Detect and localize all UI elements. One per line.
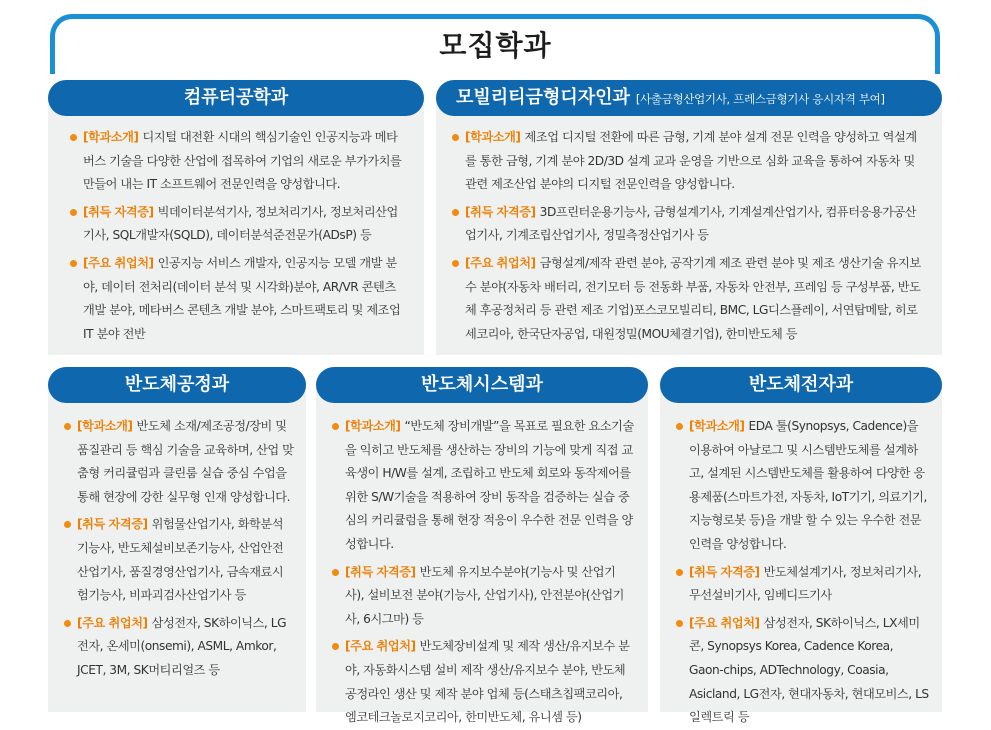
intro-label: [학과소개] [83,130,139,144]
bullet-dot-icon [70,209,77,216]
department-title-pill [660,367,942,403]
intro-label: [학과소개] [465,130,521,144]
department-title-pill [48,367,306,403]
certificates-text: 반도체설계기사, 정보처리기사, 무선설비기사, 임베디드기사 [689,564,922,603]
list-item-employers [70,252,404,346]
list-item-intro [452,126,926,197]
employers-text: 금형설계/제작 관련 분야, 공작기계 제조 관련 분야 및 제조 생산기술 유지보수 분야(자동차 배터리, 전기모터 등 전동화 부품, 자동차 안전부, 프레임 등 구성부품, 반도체 후공정처리 등 관련 제조 기업)포스코모빌리티, BMC, LG디스플레이, 서연탑메탈, 히로세코리아, 한국단자공업, 대원정밀(MOU체결기업), 한미반도체 등 [465,255,921,341]
list-item-intro [64,415,294,509]
department-card-semiconductor-process [48,374,306,712]
department-info-list [64,415,294,683]
list-item-employers [452,252,926,346]
intro-label: [학과소개] [77,419,133,433]
bullet-dot-icon [70,134,77,141]
employers-label: [주요 취업처] [77,615,148,630]
employers-text: 삼성전자, SK하이닉스, LX세미콘, Synopsys Korea, Cadence Korea, Gaon-chips, ADTechnology, Coasia, Asicland, LG전자, 현대자동차, 현대모비스, LS일렉트릭 등 [689,615,929,725]
list-item-intro [676,415,930,557]
department-title-pill [48,80,424,116]
department-name: 컴퓨터공학과 [183,87,289,108]
list-item-certificates [332,561,634,632]
employers-text: 인공지능 서비스 개발자, 인공지능 모델 개발 분야, 데이터 전처리(데이터 분석 및 시각화)분야, AR/VR 콘텐츠 개발 분야, 메타버스 콘텐츠 개발 분야, 스마트팩토리 및 제조업 IT 분야 전반 [83,255,401,341]
department-name: 모빌리티금형디자인과 [456,87,630,108]
intro-label: [학과소개] [689,419,745,433]
intro-text: 제조업 디지털 전환에 따른 금형, 기계 분야 설계 전문 인력을 양성하고 역설계를 통한 금형, 기계 분야 2D/3D 설계 교과 운영을 기반으로 심화 교육을 통하여 자동차 및 관련 제조산업 분야의 디지털 전문인력을 양성합니다. [465,130,917,192]
certificates-label: [취득 자격증] [77,517,148,532]
department-title-pill [316,367,648,403]
list-item-certificates [64,513,294,607]
certificates-label: [취득 자격증] [689,564,760,579]
employers-label: [주요 취업처] [465,255,536,270]
employers-label: [주요 취업처] [83,255,154,270]
department-card-computer [48,87,424,355]
certificates-label: [취득 자격증] [465,204,536,219]
bullet-dot-icon [676,620,683,627]
certificates-text: 위험물산업기사, 화학분석기능사, 반도체설비보존기능사, 산업안전산업기사, 품질경영산업기사, 금속재료시험기능사, 비파괴검사산업기사 등 [77,517,284,603]
bullet-dot-icon [332,423,339,430]
certificates-text: 반도체 유지보수분야(기능사 및 산업기사), 설비보전 분야(기능사, 산업기사), 안전분야(산업기사, 6시그마) 등 [345,564,624,626]
employers-label: [주요 취업처] [689,615,760,630]
bullet-dot-icon [64,423,71,430]
bullet-dot-icon [452,134,459,141]
bullet-dot-icon [70,260,77,267]
bullet-dot-icon [676,423,683,430]
bullet-dot-icon [452,209,459,216]
bullet-dot-icon [332,569,339,576]
list-item-intro [332,415,634,557]
certificates-text: 3D프린터운용기능사, 금형설계기사, 기계설계산업기사, 컴퓨터응용가공산업기사, 기계조립산업기사, 정밀측정산업기사 등 [465,204,917,243]
list-item-certificates [452,201,926,248]
bullet-dot-icon [332,643,339,650]
department-card-semiconductor-electronics [660,374,942,725]
list-item-intro [70,126,404,197]
department-name: 반도체전자과 [748,374,854,395]
department-info-list [70,126,404,346]
department-info-list [332,415,634,730]
intro-label: [학과소개] [345,419,401,433]
employers-label: [주요 취업처] [345,639,416,654]
department-name: 반도체공정과 [124,374,230,395]
list-item-certificates [676,561,930,608]
employers-text: 삼성전자, SK하이닉스, LG전자, 온세미(onsemi), ASML, Amkor, JCET, 3M, SK머티리얼즈 등 [77,615,287,677]
certificates-label: [취득 자격증] [83,204,154,219]
bullet-dot-icon [64,521,71,528]
intro-text: 반도체 소재/제조공정/장비 및 품질관리 등 핵심 기술을 교육하며, 산업 맞춤형 커리큘럼과 클린룸 실습 중심 수업을 통해 현장에 강한 실무형 인재 양성합니다. [77,419,294,504]
department-card-semiconductor-system [316,374,648,725]
list-item-employers [332,635,634,729]
bullet-dot-icon [64,620,71,627]
department-card-mobility-mold [436,87,942,355]
certificates-text: 빅데이터분석기사, 정보처리기사, 정보처리산업기사, SQL개발자(SQLD), 데이터분석준전문가(ADsP) 등 [83,204,398,243]
list-item-employers [64,612,294,683]
bullet-dot-icon [676,569,683,576]
page-title: 모집학과 [439,29,552,62]
department-info-list [676,415,930,730]
department-info-list [452,126,926,346]
department-note: [사출금형산업기사, 프레스금형기사 응시자격 부여] [635,92,885,106]
intro-text: EDA 툴(Synopsys, Cadence)을 이용하여 아날로그 및 시스템반도체를 설계하고, 설계된 시스템반도체를 활용하여 다양한 응용제품(스마트가전, 자동차, IoT기기, 의료기기, 지능형로봇 등)을 개발 할 수 있는 우수한 전문인력을 양성합니다. [689,419,927,551]
intro-text: “반도체 장비개발”을 목표로 필요한 요소기술을 익히고 반도체를 생산하는 장비의 기능에 맞게 직접 교육생이 H/W를 설계, 조립하고 반도체 회로와 동작제어를 위한 S/W기술을 적용하여 장비 동작을 검증하는 실습 중심의 커리큘럼을 통해 현장 적응이 우수한 전문 인력을 양성합니다. [345,419,634,551]
list-item-employers [676,612,930,730]
employers-text: 반도체장비설계 및 제작 생산/유지보수 분야, 자동화시스템 설비 제작 생산/유지보수 분야, 반도체 공정라인 생산 및 제작 분야 업체 등(스태츠칩팩코리아, 엠코테크놀로지코리아, 한미반도체, 유니셈 등) [345,639,630,725]
certificates-label: [취득 자격증] [345,564,416,579]
list-item-certificates [70,201,404,248]
intro-text: 디지털 대전환 시대의 핵심기술인 인공지능과 메타버스 기술을 다양한 산업에 접목하여 기업의 새로운 부가가치를 만들어 내는 IT 소프트웨어 전문인력을 양성합니다. [83,130,402,192]
department-title-pill [436,80,942,116]
department-name: 반도체시스템과 [421,374,543,395]
bullet-dot-icon [452,260,459,267]
